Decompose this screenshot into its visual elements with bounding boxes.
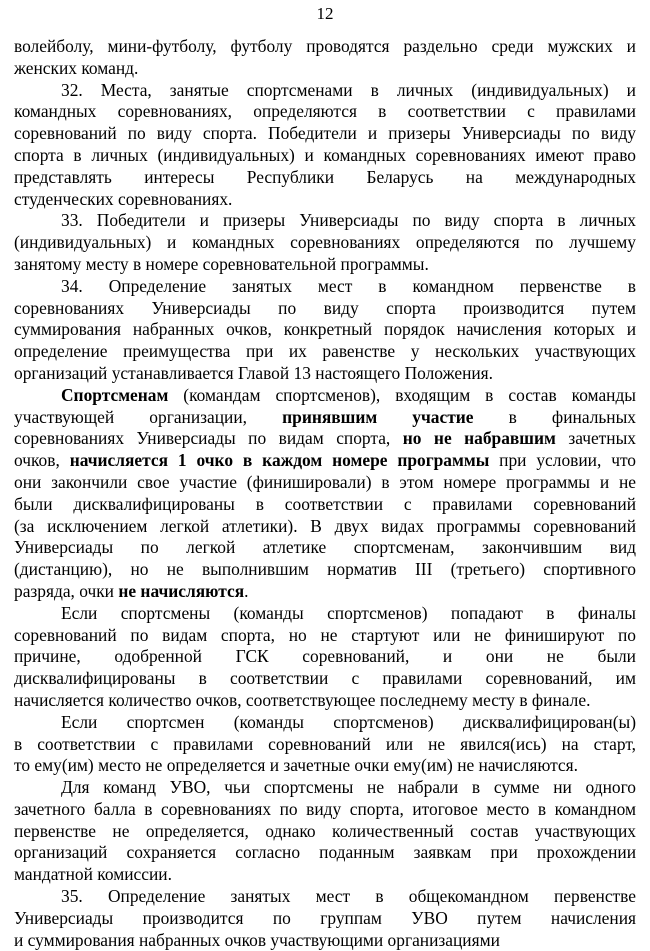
text-line: (дистанцию), но не выполнившим норматив III (третьего) спортивного [14, 559, 636, 580]
paragraph [14, 36, 636, 80]
text-line: волейболу, мини-футболу, футболу проводятся раздельно среди мужских и [14, 36, 636, 56]
text-line: определение преимущества при их равенстве у нескольких участвующих [14, 341, 636, 362]
text-line: Если спортсмен (команды спортсменов) дисквалифицирован(ы) [61, 711, 636, 732]
paragraph [14, 80, 636, 211]
text-line: Универсиады производится по группам УВО путем начисления [14, 907, 636, 928]
text-line: соревнованиях Универсиады по видам спорта, но не набравшим зачетных [14, 428, 636, 449]
text-line: организаций устанавливается Главой 13 настоящего Положения. [14, 362, 494, 383]
bold-text: принявшим участие [282, 406, 474, 427]
paragraph [14, 276, 636, 385]
text-line: дисквалифицированы в соответствии с правилами соревнований, им [14, 668, 636, 689]
text-line: 33. Победители и призеры Универсиады по виду спорта в личных [61, 210, 636, 231]
text-line: первенстве не определяется, однако количественный состав участвующих [14, 820, 636, 841]
text-line: мандатной комиссии. [14, 864, 172, 885]
paragraph [14, 603, 636, 712]
paragraph [14, 385, 636, 603]
text-line: спорта в личных (индивидуальных) и командных соревнованиях имеют право [14, 144, 636, 165]
bold-text: начисляется 1 очко в каждом номере программы [69, 450, 490, 471]
text-line: (за исключением легкой атлетики). В двух видах программы соревнований [14, 515, 636, 536]
text-line: представлять интересы Республики Беларусь на международных [14, 166, 636, 187]
text-line: Спортсменам (командам спортсменов), входящим в состав команды [61, 384, 636, 405]
text-line: зачетного балла в соревнованиях по виду спорта, итоговое место в командном [14, 798, 636, 819]
document-body [14, 36, 636, 951]
text-line: 34. Определение занятых мест в командном первенстве в [61, 275, 636, 296]
text-line: были дисквалифицированы в соответствии с правилами соревнований [14, 493, 636, 514]
text-line: разряда, очки не начисляются. [14, 580, 249, 601]
text-line: занятому месту в номере соревновательной программы. [14, 253, 429, 274]
text-line: 32. Места, занятые спортсменами в личных (индивидуальных) и [61, 79, 636, 100]
text-line: женских команд. [14, 57, 139, 78]
text-line: очков, начисляется 1 очко в каждом номере программы при условии, что [14, 450, 637, 471]
text-line: соревнований по видам спорта, но не стартуют или не финишируют по [14, 624, 636, 645]
text-line: соревнований по виду спорта. Победители и призеры Универсиады по виду [14, 123, 636, 144]
bold-text: не начисляются [118, 580, 245, 601]
paragraph [14, 210, 636, 275]
paragraph [14, 777, 636, 886]
text-line: командных соревнованиях, определяются в соответствии с правилами [14, 101, 636, 122]
text-line: Универсиады по легкой атлетике спортсменам, закончившим вид [14, 537, 636, 558]
text-line: соревнованиях Универсиады по виду спорта производится путем [14, 297, 636, 318]
text-line: Если спортсмены (команды спортсменов) попадают в финалы [61, 602, 636, 623]
text-line: суммирования набранных очков, конкретный порядок начисления которых и [14, 319, 636, 340]
text-line: они закончили свое участие (финишировали) в этом номере программы и не [14, 471, 636, 492]
text-line: начисляется количество очков, соответствующее последнему месту в финале. [14, 689, 591, 710]
text-line: участвующей организации, принявшим участие в финальных [14, 406, 636, 427]
text-line: то ему(им) место не определяется и зачетные очки ему(им) не начисляются. [14, 755, 578, 776]
text-line: в соответствии с правилами соревнований или не явился(ись) на старт, [14, 733, 636, 754]
text-line: и суммирования набранных очков участвующими организациями [14, 929, 500, 950]
text-line: Для команд УВО, чьи спортсмены не набрали в сумме ни одного [61, 777, 636, 798]
text-line: 35. Определение занятых мест в общекомандном первенстве [61, 886, 636, 907]
text-line: (индивидуальных) и командных соревнованиях определяются по лучшему [14, 232, 636, 253]
paragraph [14, 886, 636, 951]
bold-text: Спортсменам [61, 384, 169, 405]
text-line: причине, одобренной ГСК соревнований, и они не были [14, 646, 636, 667]
page-number: 12 [316, 4, 334, 23]
bold-text: но не набравшим [402, 428, 556, 449]
paragraph [14, 712, 636, 777]
text-line: студенческих соревнованиях. [14, 188, 233, 209]
text-line: организаций сохраняется согласно поданным заявкам при прохождении [14, 842, 636, 863]
